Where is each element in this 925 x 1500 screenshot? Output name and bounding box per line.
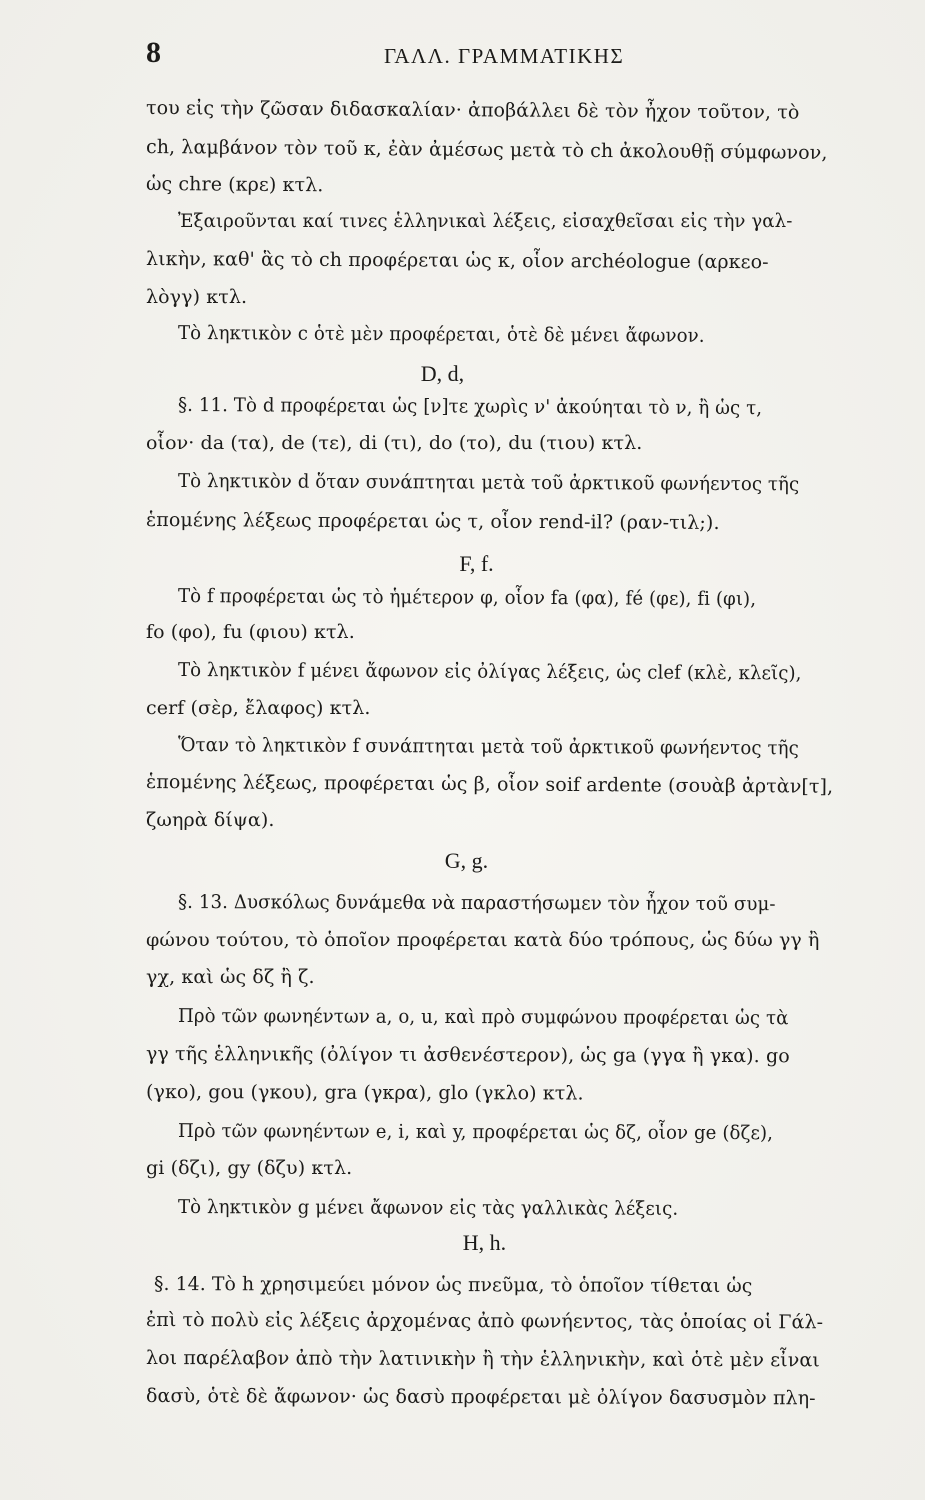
text-line: του εἰς τὴν ζῶσαν διδασκαλίαν· ἀποβάλλει δὲ τὸν ἦχον τοῦτον, τὸ [145,97,800,124]
text-line: λὸγγ) κτλ. [146,286,248,308]
text-line: ὡς chre (κρε) κτλ. [145,173,324,197]
section-heading-g: G, g. [444,848,489,873]
text-line: Ἐξαιροῦνται καί τινες ἑλληνικαὶ λέξεις, εἰσαχθεῖσαι εἰς τὴν γαλ- [178,210,793,232]
text-line: §. 11. Τὸ d προφέρεται ὡς [ν]τε χωρὶς ν' ἀκούηται τὸ ν, ἢ ὡς τ, [177,394,763,420]
text-line: ἐπὶ τὸ πολὺ εἰς λέξεις ἀρχομένας ἀπὸ φωνήεντος, τὰς ὁποίας οἱ Γάλ- [145,1309,824,1334]
text-line: οἷον· da (τα), de (τε), di (τι), do (το), du (τιου) κτλ. [146,432,643,454]
text-line: §. 14. Τὸ h χρησιμεύει μόνον ὡς πνεῦμα, τὸ ὁποῖον τίθεται ὡς [153,1273,753,1298]
section-heading-f: F, f. [459,551,494,576]
text-line: Τὸ ληκτικὸν d ὅταν συνάπτηται μετὰ τοῦ ἀρκτικοῦ φωνήεντος τῆς [177,470,800,496]
text-line: Τὸ ληκτικὸν g μένει ἄφωνον εἰς τὰς γαλλικὰς λέξεις. [177,1196,679,1220]
text-line: Ὅταν τὸ ληκτικὸν f συνάπτηται μετὰ τοῦ ἀρκτικοῦ φωνήεντος τῆς [177,734,799,760]
text-line: λικὴν, καθ' ἃς τὸ ch προφέρεται ὡς κ, οἷον archéologue (αρκεο- [145,248,769,274]
text-line: fo (φο), fu (φιου) κτλ. [146,621,355,643]
text-line: §. 13. Δυσκόλως δυνάμεθα νὰ παραστήσωμεν τὸν ἦχον τοῦ συμ- [177,891,776,916]
text-line: gi (δζι), gy (δζυ) κτλ. [146,1157,353,1179]
section-heading-d: D, d, [420,361,465,386]
text-line: λοι παρέλαβον ἀπὸ τὴν λατινικὴν ἢ τὴν ἑλληνικὴν, καὶ ὁτὲ μὲν εἶναι [145,1347,820,1372]
text-line: γγ τῆς ἑλληνικῆς (ὀλίγον τι ἀσθενέστερον), ὡς ga (γγα ἢ γκα). go [145,1043,790,1068]
text-line: δασὺ, ὁτὲ δὲ ἄφωνον· ὡς δασὺ προφέρεται μὲ ὀλίγον δασυσμὸν πλη- [145,1385,816,1410]
text-line: ἑπομένης λέξεως, προφέρεται ὡς β, οἷον soif ardente (σουὰβ ἀρτὰν[τ], [145,771,834,798]
text-line: Πρὸ τῶν φωνηέντων e, i, καὶ y, προφέρεται ὡς δζ, οἷον ge (δζε), [177,1120,774,1145]
text-line: (γκο), gou (γκου), gra (γκρα), glo (γκλο) κτλ. [145,1081,584,1105]
text-line: Τὸ ληκτικὸν c ὁτὲ μὲν προφέρεται, ὁτὲ δὲ μένει ἄφωνον. [177,322,705,347]
text-line: φώνου τούτου, τὸ ὁποῖον προφέρεται κατὰ δύο τρόπους, ὡς δύω γγ ἢ [146,929,820,951]
text-line: ζωηρὰ δίψα). [146,809,275,831]
section-heading-h: H, h. [462,1230,507,1255]
page-number: 8 [146,36,161,69]
text-line: Τὸ ληκτικὸν f μένει ἄφωνον εἰς ὀλίγας λέξεις, ὡς clef (κλὲ, κλεῖς), [177,659,802,685]
running-head: ΓΑΛΛ. ΓΡΑΜΜΑΤΙΚΗΣ [384,44,625,68]
text-line: ἑπομένης λέξεως προφέρεται ὡς τ, οἷον rend-il? (ραν-τιλ;). [145,509,720,535]
text-line: ch, λαμβάνον τὸν τοῦ κ, ἐὰν ἀμέσως μετὰ τὸ ch ἀκολουθῇ σύμφωνον, [145,136,828,164]
text-line: cerf (σὲρ, ἔλαφος) κτλ. [146,697,371,719]
text-line: γχ, καὶ ὡς δζ ἢ ζ. [146,966,315,988]
text-line: Τὸ f προφέρεται ὡς τὸ ἡμέτερον φ, οἷον fa (φα), fé (φε), fi (φι), [177,585,757,611]
text-line: Πρὸ τῶν φωνηέντων a, o, u, καὶ πρὸ συμφώνου προφέρεται ὡς τὰ [177,1005,789,1030]
